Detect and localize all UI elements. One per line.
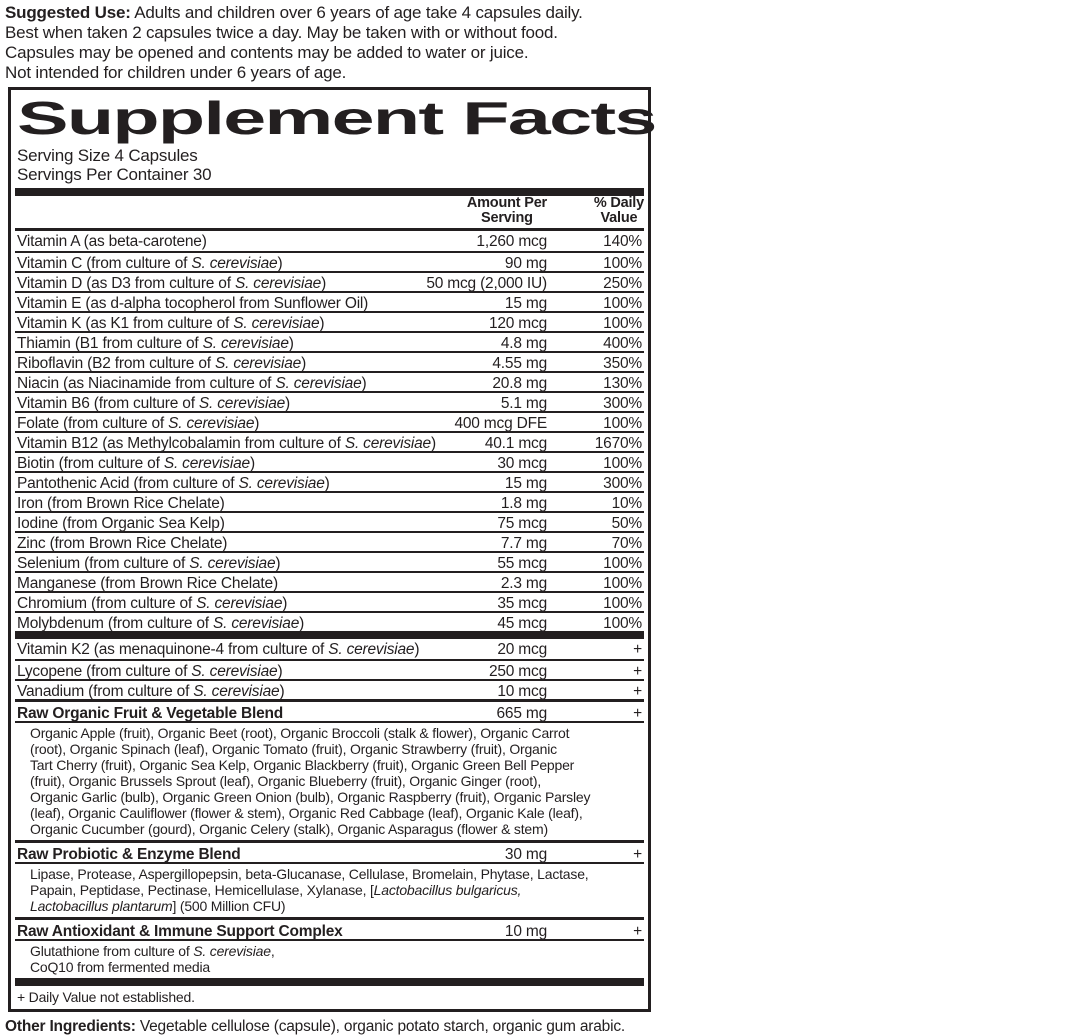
amount-value: 250 mcg [488,663,547,680]
nutrient-name: Manganese (from Brown Rice Chelate) [17,575,278,592]
nutrient-name: Vitamin E (as d-alpha tocopherol from Sunflower Oil) [17,295,369,312]
table-row [15,311,644,331]
table-row [15,471,644,491]
table-row [15,551,644,571]
nutrient-name: Vitamin K2 (as menaquinone-4 from culture of S. cerevisiae) [17,641,420,658]
serving-size: Serving Size 4 Capsules [17,146,198,165]
amount-value: 35 mcg [497,595,547,612]
amount-value: 1.8 mg [500,495,547,512]
servings-per-container: Servings Per Container 30 [17,165,212,184]
table-row [15,231,644,251]
table-row [15,591,644,611]
table-row [15,351,644,371]
daily-value: + [633,923,642,940]
daily-value: 250% [603,275,642,292]
blend-name: Raw Organic Fruit & Vegetable Blend [17,705,284,722]
amount-value: 2.3 mg [500,575,547,592]
daily-value: 100% [603,455,642,472]
blend-name: Raw Probiotic & Enzyme Blend [17,846,241,863]
blend-details: Lipase, Protease, Aspergillopepsin, beta-Glucanase, Cellulase, Bromelain, Phytase, Lactase, Papain, Peptidase, Pectinase, Hemicellulase, Xylanase, [Lactobacillus bulgaricus, Lactobacillus plantarum] (500 Million CFU) [15,862,644,917]
suggested-use [0,0,659,83]
nutrient-name: Chromium (from culture of S. cerevisiae) [17,595,288,612]
amount-value: 4.8 mg [500,335,547,352]
serving-info [17,146,644,184]
table-row [15,531,644,551]
nutrient-name: Vitamin A (as beta-carotene) [17,233,207,250]
daily-value: 1670% [594,435,642,452]
daily-value: + [633,663,642,680]
table-row [15,451,644,471]
amount-value: 1,260 mcg [476,233,547,250]
table-row [15,571,644,591]
daily-value: 300% [603,395,642,412]
nutrient-name: Lycopene (from culture of S. cerevisiae) [17,663,283,680]
daily-value: + [633,705,642,722]
blend-row [15,917,644,939]
daily-value: + [633,846,642,863]
daily-value: 400% [603,335,642,352]
daily-value: + [633,641,642,658]
amount-value: 30 mg [504,846,547,863]
daily-value: 350% [603,355,642,372]
nutrient-name: Vanadium (from culture of S. cerevisiae) [17,683,285,700]
daily-value: 100% [603,315,642,332]
daily-value: 100% [603,575,642,592]
blend-name: Raw Antioxidant & Immune Support Complex [17,923,343,940]
table-row [15,411,644,431]
nutrient-name: Biotin (from culture of S. cerevisiae) [17,455,255,472]
daily-value: + [633,683,642,700]
nutrient-name: Vitamin C (from culture of S. cerevisiae) [17,255,283,272]
daily-value: 100% [603,255,642,272]
other-ingredients-label: Other Ingredients: [5,1018,136,1035]
amount-value: 45 mcg [497,615,547,632]
blend-details: Organic Apple (fruit), Organic Beet (root), Organic Broccoli (stalk & flower), Organic Carrot (root), Organic Spinach (leaf), Organic Tomato (fruit), Organic Strawberry (fruit), Organic Tart Cherry (fruit), Organic Sea Kelp, Organic Blackberry (fruit), Organic Green Bell Pepper (fruit), Organic Brussels Sprout (leaf), Organic Blueberry (fruit), Organic Ginger (root), Organic Garlic (bulb), Organic Green Onion (bulb), Organic Raspberry (fruit), Organic Parsley (leaf), Organic Cauliflower (flower & stem), Organic Red Cabbage (leaf), Organic Kale (leaf), Organic Cucumber (gourd), Organic Celery (stalk), Organic Asparagus (flower & stem) [15,721,644,840]
table-row [15,391,644,411]
daily-value: 130% [603,375,642,392]
table-row [15,679,644,699]
table-row [15,611,644,631]
blend-row [15,840,644,862]
table-row [15,331,644,351]
nutrient-name: Thiamin (B1 from culture of S. cerevisiae) [17,335,294,352]
blend-details: Glutathione from culture of S. cerevisiae, CoQ10 from fermented media [15,939,644,978]
amount-value: 90 mg [504,255,547,272]
daily-value: 10% [611,495,642,512]
table-row [15,291,644,311]
daily-value: 100% [603,595,642,612]
blend-row [15,699,644,721]
daily-value: 50% [611,515,642,532]
footnote-daily-value: + Daily Value not established. [17,989,195,1005]
amount-value: 40.1 mcg [484,435,547,452]
section-divider-bar [15,631,644,639]
daily-value: 300% [603,475,642,492]
amount-value: 5.1 mg [500,395,547,412]
other-ingredients [0,1012,659,1036]
amount-per-serving-header: Amount Per Serving [466,195,547,226]
amount-value: 4.55 mg [492,355,547,372]
column-headers [15,196,644,228]
supplement-facts-panel [8,87,656,1012]
amount-value: 55 mcg [497,555,547,572]
nutrient-name: Vitamin D (as D3 from culture of S. cerevisiae) [17,275,327,292]
daily-value: 100% [603,295,642,312]
suggested-use-label: Suggested Use: [5,3,131,22]
panel-title: Supplement Facts [17,92,656,144]
nutrient-name: Vitamin B12 (as Methylcobalamin from culture of S. cerevisiae) [17,435,436,452]
amount-value: 665 mg [496,705,547,722]
table-row [15,491,644,511]
daily-value: 70% [611,535,642,552]
amount-value: 400 mcg DFE [454,415,547,432]
daily-value: 100% [603,415,642,432]
daily-value-header: % Daily Value [593,195,644,226]
table-row [15,511,644,531]
daily-value: 100% [603,615,642,632]
nutrient-name: Riboflavin (B2 from culture of S. cerevisiae) [17,355,307,372]
other-ingredients-text: Vegetable cellulose (capsule), organic potato starch, organic gum arabic. [135,1018,625,1035]
section-divider-bar [15,188,644,196]
amount-value: 120 mcg [488,315,547,332]
table-row [15,431,644,451]
table-row [15,639,644,659]
amount-value: 75 mcg [497,515,547,532]
amount-value: 20.8 mg [492,375,547,392]
amount-value: 15 mg [504,295,547,312]
nutrient-table [15,231,644,978]
amount-value: 30 mcg [497,455,547,472]
footnote-divider-bar [15,978,644,986]
table-row [15,271,644,291]
nutrient-name: Folate (from culture of S. cerevisiae) [17,415,260,432]
nutrient-name: Vitamin B6 (from culture of S. cerevisiae) [17,395,291,412]
nutrient-name: Zinc (from Brown Rice Chelate) [17,535,228,552]
table-row [15,371,644,391]
table-row [15,251,644,271]
daily-value: 100% [603,555,642,572]
nutrient-name: Selenium (from culture of S. cerevisiae) [17,555,281,572]
nutrient-name: Iron (from Brown Rice Chelate) [17,495,225,512]
nutrient-name: Pantothenic Acid (from culture of S. cerevisiae) [17,475,330,492]
nutrient-name: Molybdenum (from culture of S. cerevisiae) [17,615,305,632]
suggested-use-text: Adults and children over 6 years of age take 4 capsules daily. Best when taken 2 capsules twice a day. May be taken with or without food. Capsules may be opened and contents may be added to water or juice. Not intended for children under 6 years of age. [5,3,583,82]
table-row [15,659,644,679]
nutrient-name: Iodine (from Organic Sea Kelp) [17,515,225,532]
amount-value: 15 mg [504,475,547,492]
amount-value: 50 mcg (2,000 IU) [426,275,547,292]
daily-value: 140% [603,233,642,250]
nutrient-name: Vitamin K (as K1 from culture of S. cerevisiae) [17,315,325,332]
nutrient-name: Niacin (as Niacinamide from culture of S. cerevisiae) [17,375,367,392]
amount-value: 7.7 mg [500,535,547,552]
amount-value: 20 mcg [497,641,547,658]
amount-value: 10 mcg [497,683,547,700]
amount-value: 10 mg [504,923,547,940]
